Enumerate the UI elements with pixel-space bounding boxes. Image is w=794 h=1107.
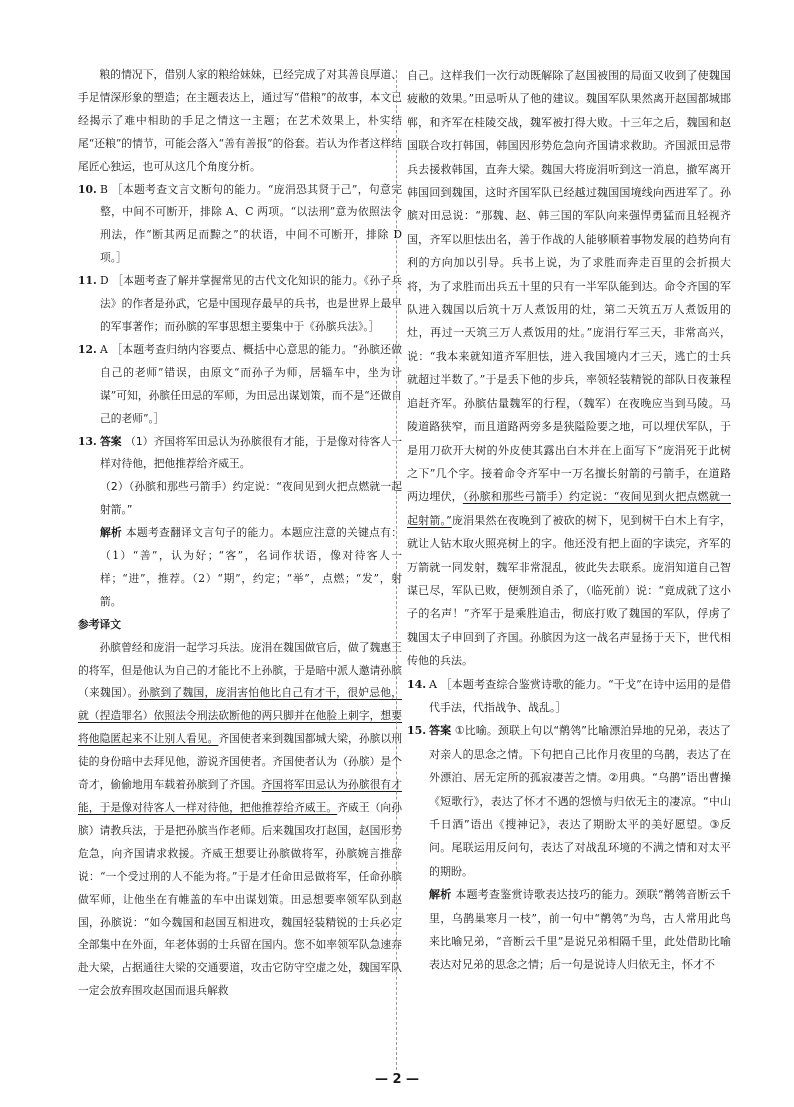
question-number: 10. [78, 182, 97, 196]
page-number: — 2 — [374, 1072, 420, 1087]
analysis-label: 解析 [100, 526, 123, 540]
answer-part-1: （1）齐国将军田忌认为孙膑很有才能，于是像对待客人一样对待他，把他推荐给齐威王。 [100, 434, 402, 471]
underlined-sentence: 孙膑到了魏国，庞涓害怕他比自己有才干，很妒忌他，就（捏造罪名）依照法令刑法砍断他的两只脚并在他脸上刺字，想要将他隐匿起来不让别人看见。 [78, 686, 402, 746]
question-answer: A ［本题考查归纳内容要点、概括中心意思的能力。“孙膑还做自己的老师”错误，由原文“而孙子为师，居辎车中，坐为计谋”可知，孙膑任田忌的军师，为田忌出谋划策，而不是“还做自己的老师”。］ [100, 342, 402, 425]
translation-paragraph: 孙膑曾经和庞涓一起学习兵法。庞涓在魏国做官后，做了魏惠王的将军，但是他认为自己的才能比不上孙膑，于是暗中派人邀请孙膑（来魏国）。孙膑到了魏国，庞涓害怕他比自己有才干，很妒忌他，就（捏造罪名）依照法令刑法砍断他的两只脚并在他脸上刺字，想要将他隐匿起来不让别人看见。齐国使者来到魏国都城大梁，孙膑以刑徒的身份暗中去拜见他，游说齐国使者。齐国使者认为（孙膑）是个奇才，偷偷地用车载着孙膑到了齐国。齐国将军田忌认为孙膑很有才能，于是像对待客人一样对待他，把他推荐给齐威王。齐威王（向孙膑）请教兵法，于是把孙膑当作老师。后来魏国攻打赵国，赵国形势危急，向齐国请求救援。齐威王想要让孙膑做将军，孙膑婉言推辞说：“一个受过刑的人不能为将。”于是才任命田忌做将军，任命孙膑做军师，让他坐在有帷盖的车中出谋划策。田忌想要率领军队到赵国，孙膑说：“如今魏国和赵国互相进攻，魏国轻装精锐的士兵必定全部集中在外面，年老体弱的士兵留在国内。您不如率领军队急速奔赴大梁，占据通往大梁的交通要道，攻击它防守空虚之处，魏国军队一定会放弃围攻赵国而退兵解救 [78, 640, 402, 998]
question-answer: B ［本题考查文言文断句的能力。“庞涓恐其贤于己”，句意完整，中间不可断开，排除 A、C 两项。“以法刑”意为依照法令刑法，作“断其两足而黥之”的状语，中间不可断开，排除 D 项。］ [100, 182, 402, 265]
answer-label: 答案 [100, 434, 122, 448]
question-number: 11. [78, 274, 97, 288]
answer-text: ①比喻。颈联上句以“鹡鸰”比喻漂泊异地的兄弟，表达了对亲人的思念之情。下句把自己比作月夜里的乌鹊，表达了在外漂泊、居无定所的孤寂凄苦之情。②用典。“乌鹊”语出曹操《短歌行》，表达了怀才不遇的怨愤与归依无主的凄凉。“中山千日酒”语出《搜神记》，表达了期盼太平的美好愿望。③反问。尾联运用反问句，表达了对战乱环境的不满之情和对太平的期盼。 [429, 724, 732, 878]
question-13 [78, 431, 402, 477]
intro-paragraph: 粮的情况下，借别人家的粮给妹妹，已经完成了对其善良厚道、手足情深形象的塑造；在主题表达上，通过写“借粮”的故事，本文已经揭示了难中相助的手足之情这一主题；在艺术效果上，朴实结尾“还粮”的情节，可能会落入“善有善报”的俗套。若认为作者这样结尾匠心独运，也可从这几个角度分析。 [78, 68, 402, 173]
analysis-13 [78, 522, 402, 614]
question-answer [100, 431, 402, 477]
question-10 [78, 179, 402, 271]
question-15 [407, 719, 731, 883]
question-12 [78, 339, 402, 431]
underlined-sentence: 齐国将军田忌认为孙膑很有才能，于是像对待客人一样对待他，把他推荐给齐威王。 [78, 778, 402, 814]
answer-label: 答案 [429, 724, 452, 738]
left-column [78, 64, 402, 1003]
right-column [407, 64, 731, 977]
underlined-sentence: （孙膑和那些弓箭手）约定说：“夜间见到火把点燃就一起射箭。” [407, 490, 731, 527]
analysis-text: 本题考查翻译文言句子的能力。本题应注意的关键点有：（1）“善”，认为好；“客”，名词作状语，像对待客人一样；“进”，推荐。（2）“期”，约定；“举”，点燃；“发”，射箭。 [100, 526, 402, 608]
analysis-15 [407, 883, 731, 977]
question-number: 12. [78, 342, 97, 356]
answer-part-2: （2）（孙膑和那些弓箭手）约定说：“夜间见到火把点燃就一起射箭。” [100, 480, 402, 517]
question-number: 13. [78, 434, 97, 448]
question-number: 15. [407, 724, 427, 738]
question-answer: D ［本题考查了解并掌握常见的古代文化知识的能力。《孙子兵法》的作者是孙武，它是中国现存最早的兵书，也是世界上最早的军事著作；而孙膑的军事思想主要集中于《孙膑兵法》。］ [100, 274, 402, 333]
reference-translation-title: 参考译文 [78, 617, 122, 631]
translation-continued: 自己。这样我们一次行动既解除了赵国被围的局面又收到了使魏国疲敝的效果。”田忌听从了他的建议。魏国军队果然离开赵国都城邯郸，和齐军在桂陵交战，魏军被打得大败。十三年之后，魏国和赵国联合攻打韩国，韩国因形势危急向齐国请求救助。齐国派田忌带兵去援救韩国，直奔大梁。魏国大将庞涓听到这一消息，撤军离开韩国回到魏国，这时齐国军队已经越过魏国国境线向西进军了。孙膑对田忌说：“那魏、赵、韩三国的军队向来强悍勇猛而且轻视齐国，齐军以胆怯出名，善于作战的人能够顺着事物发展的趋势向有利的方向加以引导。兵书上说，为了求胜而奔走百里的会折损大将，为了求胜而出兵五十里的只有一半军队能到达。命令齐国的军队进入魏国以后筑十万人煮饭用的灶，第二天筑五万人煮饭用的灶，再过一天筑三万人煮饭用的灶。”庞涓行军三天，非常高兴，说：“我本来就知道齐军胆怯，进入我国境内才三天，逃亡的士兵就超过半数了。”于是丢下他的步兵，率领轻装精锐的部队日夜兼程追赶齐军。孙膑估量魏军的行程，（魏军）在夜晚应当到马陵。马陵道路狭窄，而且道路两旁多是狭隘险要之地，可以埋伏军队，于是用刀砍开大树的外皮使其露出白木并在上面写下“庞涓死于此树之下”几个字。接着命令齐军中一万名擅长射箭的弓箭手，在道路两边埋伏，（孙膑和那些弓箭手）约定说：“夜间见到火把点燃就一起射箭。”庞涓果然在夜晚到了被砍的树下，见到树干白木上有字，就让人钻木取火照亮树上的字。他还没有把上面的字读完，齐军的万箭就一同发射，魏军非常混乱，彼此失去联系。庞涓知道自己智谋已尽，军队已败，便刎颈自杀了，（临死前）说：“竟成就了这小子的名声！”齐军于是乘胜追击，彻底打败了魏国的军队，俘虏了魏国太子申回到了齐国。孙膑因为这一战名声显扬于天下，世代相传他的兵法。 [407, 69, 731, 668]
question-answer: A ［本题考查综合鉴赏诗歌的能力。“干戈”在诗中运用的是借代手法，代指战争、战乱。］ [429, 677, 731, 714]
analysis-text: 本题考查鉴赏诗歌表达技巧的能力。颈联“鹡鸰音断云千里，乌鹊巢寒月一枝”，前一句中“鹡鸰”为鸟，古人常用此鸟来比喻兄弟，“音断云千里”是说兄弟相隔千里，此处借助比喻表达对兄弟的思念之情；后一句是说诗人归依无主，怀才不 [429, 888, 732, 972]
analysis-label: 解析 [429, 888, 452, 902]
column-divider [396, 70, 397, 1070]
question-14 [407, 673, 731, 720]
question-11 [78, 270, 402, 339]
question-number: 14. [407, 677, 427, 691]
question-answer [429, 719, 731, 883]
